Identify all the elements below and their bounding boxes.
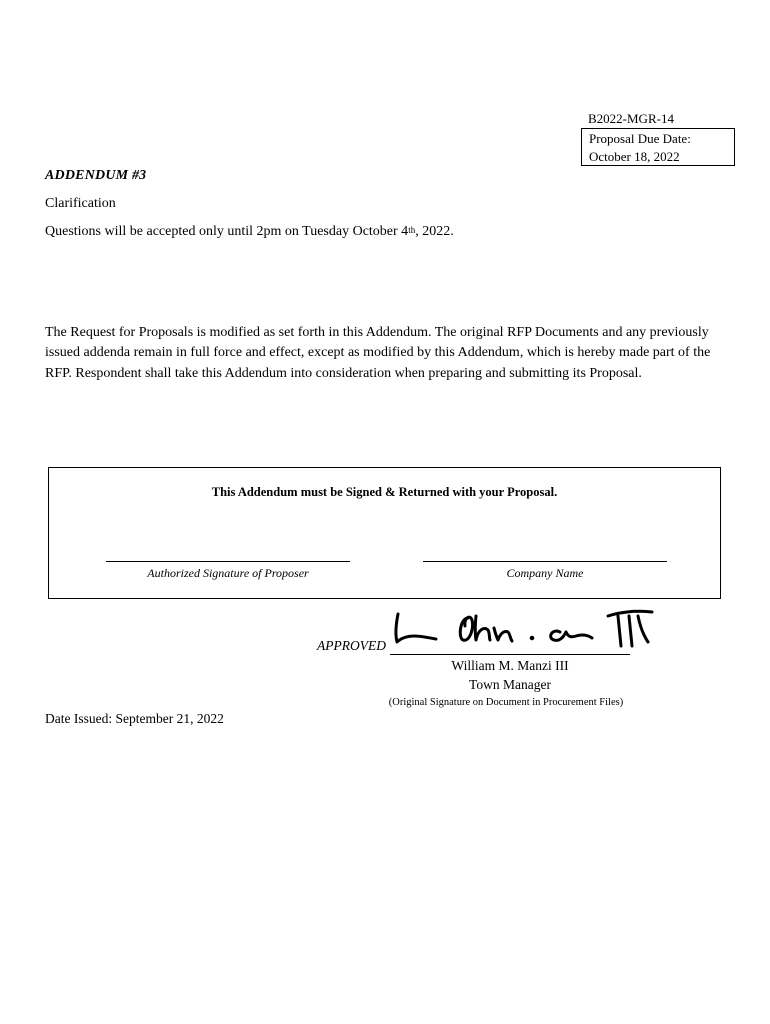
signature-note: (Original Signature on Document in Procurement Files): [388, 697, 624, 708]
addendum-subtitle: Clarification: [45, 196, 116, 211]
proposer-signature-caption: Authorized Signature of Proposer: [147, 566, 309, 580]
modification-paragraph: The Request for Proposals is modified as set forth in this Addendum. The original RFP Documents and any previously issued addenda remain in full force and effect, except as modified by this Addendum, which is hereby made part of the RFP. Respondent shall take this Addendum into consideration when preparing and submitting its Proposal.: [45, 325, 711, 381]
questions-year: , 2022.: [415, 224, 454, 239]
questions-deadline: [45, 222, 454, 242]
company-name-line: [423, 561, 667, 562]
document-number: B2022-MGR-14: [588, 111, 674, 126]
due-date-box: [581, 128, 735, 166]
due-date-value: October 18, 2022: [589, 149, 680, 164]
signature-box: [48, 467, 721, 599]
ordinal-suffix: th: [408, 225, 416, 235]
date-issued: Date Issued: September 21, 2022: [45, 711, 224, 726]
questions-text: Questions will be accepted only until 2pm on Tuesday October 4: [45, 224, 409, 239]
handwritten-signature: [390, 608, 660, 660]
signer-name: William M. Manzi III: [451, 658, 569, 673]
sign-instruction: This Addendum must be Signed & Returned with your Proposal.: [211, 485, 558, 499]
proposer-signature-line: [106, 561, 350, 562]
signer-title: Town Manager: [469, 677, 551, 692]
approved-label: APPROVED: [317, 638, 386, 653]
company-name-caption: Company Name: [506, 566, 584, 580]
due-date-label: Proposal Due Date:: [589, 131, 691, 146]
addendum-title: ADDENDUM #3: [45, 168, 147, 183]
